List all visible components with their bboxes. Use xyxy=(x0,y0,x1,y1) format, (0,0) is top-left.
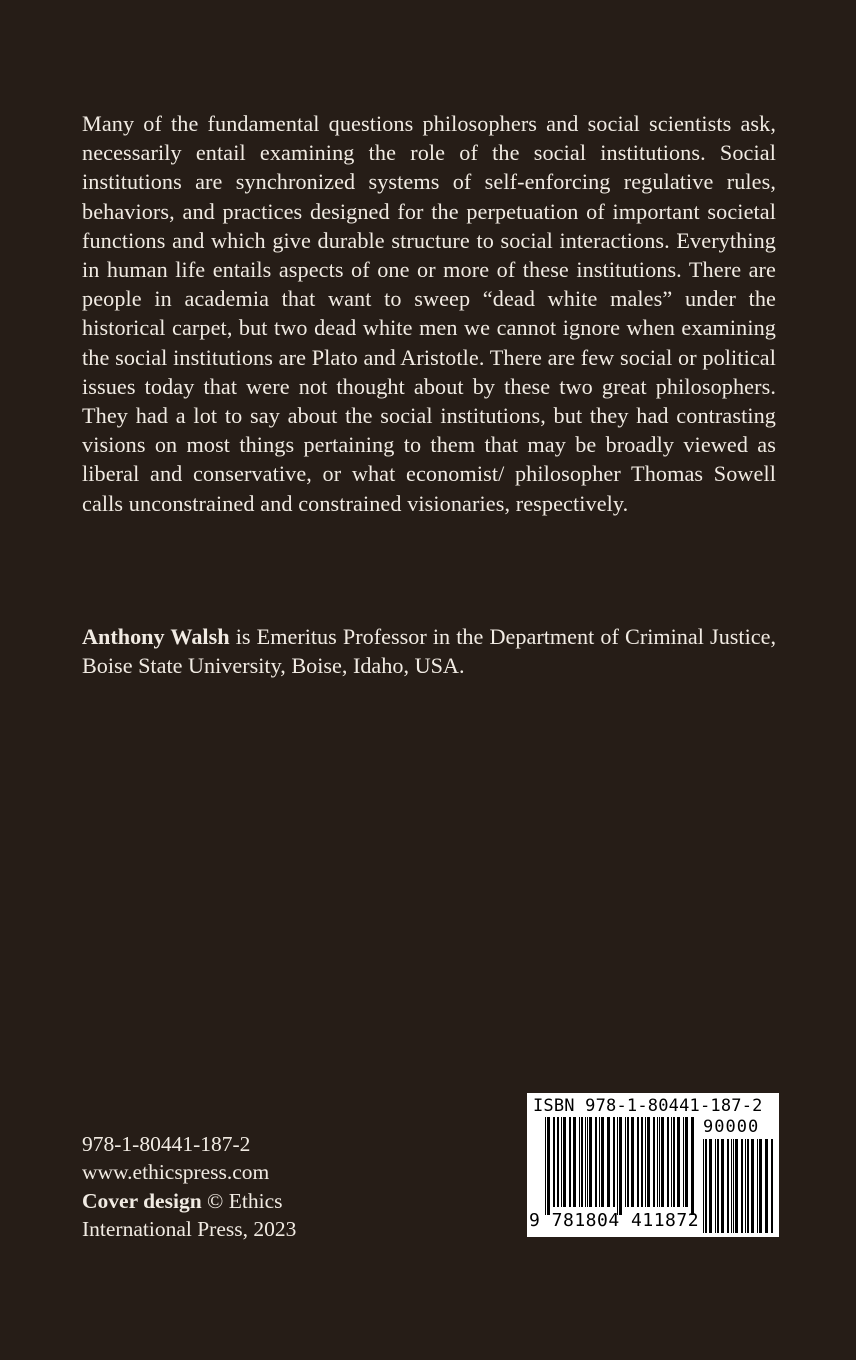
barcode-bar xyxy=(661,1117,664,1207)
barcode-bar xyxy=(685,1117,688,1207)
barcode-bar xyxy=(683,1117,684,1207)
barcode-bar xyxy=(641,1117,643,1207)
barcode-addon-code: 90000 xyxy=(703,1117,760,1137)
barcode-bar xyxy=(653,1117,655,1207)
cover-design-label: Cover design xyxy=(82,1188,202,1213)
barcode-bar xyxy=(547,1117,550,1215)
barcode-bar xyxy=(553,1117,555,1207)
publisher-year-line: International Press, 2023 xyxy=(82,1217,297,1242)
barcode-bar xyxy=(563,1117,566,1207)
barcode-bar xyxy=(659,1117,660,1207)
barcode-bar xyxy=(721,1139,724,1233)
barcode-isbn-label: ISBN 978-1-80441-187-2 xyxy=(533,1096,763,1116)
barcode-bar xyxy=(759,1139,762,1233)
barcode-bar xyxy=(751,1139,754,1233)
cover-credit-line xyxy=(82,1187,402,1215)
barcode-bar xyxy=(671,1117,672,1207)
barcode-bar xyxy=(717,1139,719,1233)
barcode-bar xyxy=(703,1139,704,1233)
barcode-bar xyxy=(705,1139,707,1233)
publisher-website: www.ethicspress.com xyxy=(82,1160,270,1185)
barcode-bar xyxy=(627,1117,629,1207)
barcode-bar xyxy=(569,1117,571,1207)
barcode-bar xyxy=(673,1117,675,1207)
author-bio xyxy=(82,622,776,680)
barcode-bar xyxy=(741,1139,743,1233)
barcode-bar xyxy=(709,1139,712,1233)
barcode-bar xyxy=(765,1139,768,1233)
barcode-bar xyxy=(585,1117,586,1207)
barcode-bar xyxy=(617,1117,618,1215)
barcode-bar xyxy=(625,1117,626,1207)
barcode-bar xyxy=(631,1117,634,1207)
imprint-block xyxy=(82,1130,402,1244)
cover-credit-text: © Ethics xyxy=(201,1188,283,1213)
barcode-bar xyxy=(589,1117,592,1207)
barcode-bar xyxy=(715,1139,716,1233)
barcode-bar xyxy=(637,1117,639,1207)
barcode-bar xyxy=(557,1117,559,1207)
barcode-bar xyxy=(733,1139,734,1233)
barcode-bar xyxy=(595,1117,597,1207)
barcode-bar xyxy=(619,1117,622,1215)
barcode-bar xyxy=(613,1117,615,1207)
isbn-barcode xyxy=(527,1093,779,1237)
barcode-bar xyxy=(581,1117,583,1207)
barcode-bar xyxy=(667,1117,669,1207)
barcode-bar xyxy=(677,1117,680,1207)
barcode-bar xyxy=(757,1139,758,1233)
barcode-bar xyxy=(545,1117,546,1215)
barcode-bar xyxy=(727,1139,729,1233)
barcode-bar xyxy=(645,1117,646,1207)
barcode-bar xyxy=(579,1117,580,1207)
author-bio-text: is Emeritus Professor in the Department of Criminal Justice, Boise State University, Boise, Idaho, USA. xyxy=(82,624,776,679)
barcode-bar xyxy=(691,1117,694,1215)
barcode-bar xyxy=(599,1117,600,1207)
barcode-bar xyxy=(561,1117,562,1207)
barcode-bar xyxy=(587,1117,588,1207)
barcode-bar xyxy=(657,1117,658,1207)
barcode-digits: 9 781804 411872 xyxy=(529,1210,700,1231)
book-description: Many of the fundamental questions philosophers and social scientists ask, necessarily entail examining the role of the social institutions. Social institutions are synchronized systems of self-enforcing regulative rules, behaviors, and practices designed for the perpetuation of important societal functions and which give durable structure to social interactions. Everything in human life entails aspects of one or more of these institutions. There are people in academia that want to sweep “dead white males” under the historical carpet, but two dead white men we cannot ignore when examining the social institutions are Plato and Aristotle. There are few social or political issues today that were not thought about by these two great philosophers. They had a lot to say about the social institutions, but they had contrasting visions on most things pertaining to them that may be broadly viewed as liberal and conservative, or what economist/ philosopher Thomas Sowell calls unconstrained and constrained visionaries, respectively. xyxy=(82,111,776,516)
barcode-bar xyxy=(735,1139,738,1233)
barcode-bar xyxy=(601,1117,604,1207)
barcode-bar xyxy=(731,1139,732,1233)
barcode-bar xyxy=(607,1117,610,1207)
barcode-bar xyxy=(745,1139,746,1233)
barcode-bar xyxy=(771,1139,773,1233)
barcode-bar xyxy=(647,1117,650,1207)
barcode-bar xyxy=(747,1139,749,1233)
author-name: Anthony Walsh xyxy=(82,624,230,649)
isbn-number: 978-1-80441-187-2 xyxy=(82,1132,251,1156)
barcode-bar xyxy=(573,1117,576,1207)
